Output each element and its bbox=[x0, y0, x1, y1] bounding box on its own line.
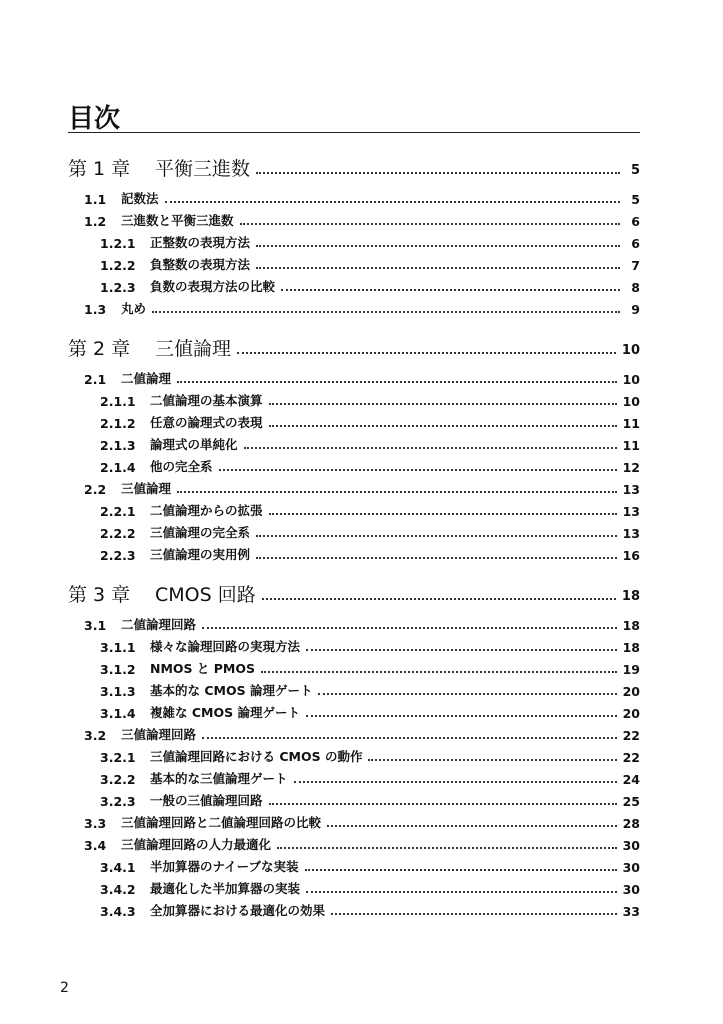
entry-title: 正整数の表現方法 bbox=[150, 235, 251, 250]
entry-number: 3.1.2 bbox=[100, 662, 136, 677]
dot-leader bbox=[152, 311, 620, 313]
entry-number: 1.2.2 bbox=[100, 258, 136, 273]
entry-page: 22 bbox=[622, 728, 640, 743]
page-title: 目次 bbox=[68, 104, 121, 134]
dot-leader bbox=[244, 447, 617, 449]
dot-leader bbox=[219, 469, 617, 471]
toc-section-entry[interactable] bbox=[68, 475, 640, 497]
entry-title: 三値論理 bbox=[155, 338, 232, 360]
entry-number: 3.2.1 bbox=[100, 750, 136, 765]
dot-leader bbox=[306, 715, 617, 717]
entry-number: 1.2.3 bbox=[100, 280, 136, 295]
dot-leader bbox=[327, 825, 617, 827]
toc-section-entry[interactable] bbox=[68, 787, 640, 809]
dot-leader bbox=[269, 425, 617, 427]
entry-title: 一般の三値論理回路 bbox=[150, 793, 263, 808]
entry-title: 三値論理回路における CMOS の動作 bbox=[150, 749, 363, 764]
entry-number: 3.4.3 bbox=[100, 904, 136, 919]
entry-number: 2.2.1 bbox=[100, 504, 136, 519]
entry-title: 任意の論理式の表現 bbox=[150, 415, 263, 430]
entry-page: 8 bbox=[631, 280, 640, 295]
entry-page: 19 bbox=[622, 662, 640, 677]
toc-section-entry[interactable] bbox=[68, 897, 640, 919]
entry-title: 論理式の単純化 bbox=[150, 437, 238, 452]
entry-page: 6 bbox=[631, 236, 640, 251]
entry-title: 二値論理の基本演算 bbox=[150, 393, 263, 408]
entry-page: 7 bbox=[631, 258, 640, 273]
entry-title: 二値論理 bbox=[121, 371, 172, 386]
entry-title: 全加算器における最適化の効果 bbox=[150, 903, 326, 918]
dot-leader bbox=[262, 598, 616, 600]
dot-leader bbox=[269, 403, 617, 405]
entry-number: 3.1.4 bbox=[100, 706, 136, 721]
toc-section-entry[interactable] bbox=[68, 677, 640, 699]
title-rule bbox=[68, 132, 640, 133]
entry-title: 丸め bbox=[121, 301, 147, 316]
page-number: 2 bbox=[60, 980, 69, 996]
entry-page: 5 bbox=[630, 163, 640, 178]
dot-leader bbox=[318, 693, 616, 695]
entry-title: 負整数の表現方法 bbox=[150, 257, 251, 272]
entry-page: 10 bbox=[622, 394, 640, 409]
toc-section-entry[interactable] bbox=[68, 229, 640, 251]
entry-title: 様々な論理回路の実現方法 bbox=[150, 639, 301, 654]
toc-section-entry[interactable] bbox=[68, 611, 640, 633]
toc-section-entry[interactable] bbox=[68, 519, 640, 541]
entry-page: 25 bbox=[622, 794, 640, 809]
toc-section-entry[interactable] bbox=[68, 541, 640, 563]
entry-page: 22 bbox=[622, 750, 640, 765]
dot-leader bbox=[368, 759, 616, 761]
dot-leader bbox=[202, 627, 617, 629]
entry-number: 2.1.2 bbox=[100, 416, 136, 431]
entry-title: 負数の表現方法の比較 bbox=[150, 279, 276, 294]
entry-number: 3.1.1 bbox=[100, 640, 136, 655]
dot-leader bbox=[269, 803, 617, 805]
entry-title: 三値論理の完全系 bbox=[150, 525, 251, 540]
dot-leader bbox=[256, 245, 620, 247]
entry-number: 第 2 章 bbox=[68, 338, 131, 360]
entry-number: 1.2 bbox=[84, 214, 107, 229]
entry-number: 3.1 bbox=[84, 618, 107, 633]
toc-section-entry[interactable] bbox=[68, 431, 640, 453]
toc-chapter-entry[interactable] bbox=[68, 155, 640, 181]
toc-section-entry[interactable] bbox=[68, 831, 640, 853]
entry-page: 16 bbox=[622, 548, 640, 563]
entry-title: 三値論理回路 bbox=[121, 727, 197, 742]
entry-title: 他の完全系 bbox=[150, 459, 213, 474]
dot-leader bbox=[177, 491, 617, 493]
entry-page: 20 bbox=[622, 684, 640, 699]
dot-leader bbox=[256, 267, 620, 269]
table-of-contents bbox=[68, 155, 640, 919]
entry-number: 3.4.1 bbox=[100, 860, 136, 875]
dot-leader bbox=[237, 352, 616, 354]
toc-section-entry[interactable] bbox=[68, 251, 640, 273]
entry-page: 20 bbox=[622, 706, 640, 721]
entry-page: 11 bbox=[622, 416, 640, 431]
toc-section-entry[interactable] bbox=[68, 765, 640, 787]
entry-title: 記数法 bbox=[121, 191, 159, 206]
entry-title: 三値論理回路と二値論理回路の比較 bbox=[121, 815, 322, 830]
dot-leader bbox=[306, 649, 617, 651]
entry-page: 30 bbox=[622, 882, 640, 897]
entry-page: 6 bbox=[631, 214, 640, 229]
entry-number: 3.3 bbox=[84, 816, 107, 831]
dot-leader bbox=[256, 172, 620, 174]
entry-title: 二値論理からの拡張 bbox=[150, 503, 263, 518]
toc-section-entry[interactable] bbox=[68, 809, 640, 831]
entry-number: 2.2.2 bbox=[100, 526, 136, 541]
entry-number: 3.2.2 bbox=[100, 772, 136, 787]
entry-page: 9 bbox=[631, 302, 640, 317]
toc-section-entry[interactable] bbox=[68, 409, 640, 431]
entry-number: 3.2 bbox=[84, 728, 107, 743]
entry-number: 2.1.3 bbox=[100, 438, 136, 453]
dot-leader bbox=[177, 381, 617, 383]
entry-title: 三値論理 bbox=[121, 481, 172, 496]
dot-leader bbox=[261, 671, 617, 673]
toc-section-entry[interactable] bbox=[68, 273, 640, 295]
entry-number: 2.2.3 bbox=[100, 548, 136, 563]
entry-page: 10 bbox=[622, 372, 640, 387]
dot-leader bbox=[165, 201, 620, 203]
entry-title: 複雑な CMOS 論理ゲート bbox=[150, 705, 300, 720]
entry-title: 基本的な CMOS 論理ゲート bbox=[150, 683, 313, 698]
entry-number: 1.3 bbox=[84, 302, 107, 317]
entry-number: 2.1 bbox=[84, 372, 107, 387]
entry-title: 基本的な三値論理ゲート bbox=[150, 771, 288, 786]
entry-page: 28 bbox=[622, 816, 640, 831]
entry-title: NMOS と PMOS bbox=[150, 661, 255, 676]
entry-page: 18 bbox=[622, 618, 640, 633]
dot-leader bbox=[281, 289, 620, 291]
entry-page: 12 bbox=[622, 460, 640, 475]
dot-leader bbox=[240, 223, 620, 225]
entry-title: 三値論理回路の人力最適化 bbox=[121, 837, 272, 852]
entry-number: 1.1 bbox=[84, 192, 107, 207]
toc-chapter-entry[interactable] bbox=[68, 335, 640, 361]
entry-title: 二値論理回路 bbox=[121, 617, 197, 632]
entry-page: 5 bbox=[631, 192, 640, 207]
entry-title: CMOS 回路 bbox=[155, 584, 256, 606]
toc-section-entry[interactable] bbox=[68, 655, 640, 677]
entry-number: 3.1.3 bbox=[100, 684, 136, 699]
entry-page: 13 bbox=[622, 526, 640, 541]
entry-page: 18 bbox=[621, 589, 640, 604]
toc-section-entry[interactable] bbox=[68, 853, 640, 875]
dot-leader bbox=[256, 557, 617, 559]
entry-page: 13 bbox=[622, 482, 640, 497]
entry-page: 30 bbox=[622, 838, 640, 853]
toc-section-entry[interactable] bbox=[68, 497, 640, 519]
entry-title: 三進数と平衡三進数 bbox=[121, 213, 234, 228]
toc-section-entry[interactable] bbox=[68, 721, 640, 743]
entry-title: 最適化した半加算器の実装 bbox=[150, 881, 301, 896]
toc-section-entry[interactable] bbox=[68, 387, 640, 409]
toc-section-entry[interactable] bbox=[68, 633, 640, 655]
entry-number: 1.2.1 bbox=[100, 236, 136, 251]
dot-leader bbox=[277, 847, 617, 849]
entry-number: 第 3 章 bbox=[68, 584, 131, 606]
entry-number: 第 1 章 bbox=[68, 158, 131, 180]
dot-leader bbox=[202, 737, 617, 739]
entry-number: 2.1.1 bbox=[100, 394, 136, 409]
entry-page: 13 bbox=[622, 504, 640, 519]
toc-section-entry[interactable] bbox=[68, 453, 640, 475]
entry-title: 平衡三進数 bbox=[155, 158, 251, 180]
dot-leader bbox=[331, 913, 617, 915]
toc-section-entry[interactable] bbox=[68, 207, 640, 229]
entry-title: 三値論理の実用例 bbox=[150, 547, 251, 562]
entry-number: 2.1.4 bbox=[100, 460, 136, 475]
dot-leader bbox=[269, 513, 617, 515]
toc-section-entry[interactable] bbox=[68, 295, 640, 317]
toc-chapter-entry[interactable] bbox=[68, 581, 640, 607]
entry-page: 18 bbox=[622, 640, 640, 655]
entry-page: 10 bbox=[621, 343, 640, 358]
entry-title: 半加算器のナイーブな実装 bbox=[150, 859, 299, 874]
toc-section-entry[interactable] bbox=[68, 743, 640, 765]
entry-number: 3.2.3 bbox=[100, 794, 136, 809]
entry-page: 33 bbox=[622, 904, 640, 919]
entry-number: 2.2 bbox=[84, 482, 107, 497]
entry-number: 3.4.2 bbox=[100, 882, 136, 897]
dot-leader bbox=[294, 781, 617, 783]
entry-page: 30 bbox=[622, 860, 640, 875]
dot-leader bbox=[305, 869, 617, 871]
entry-number: 3.4 bbox=[84, 838, 107, 853]
toc-section-entry[interactable] bbox=[68, 699, 640, 721]
toc-section-entry[interactable] bbox=[68, 365, 640, 387]
toc-section-entry[interactable] bbox=[68, 875, 640, 897]
dot-leader bbox=[306, 891, 617, 893]
dot-leader bbox=[256, 535, 617, 537]
toc-section-entry[interactable] bbox=[68, 185, 640, 207]
entry-page: 11 bbox=[622, 438, 640, 453]
entry-page: 24 bbox=[622, 772, 640, 787]
